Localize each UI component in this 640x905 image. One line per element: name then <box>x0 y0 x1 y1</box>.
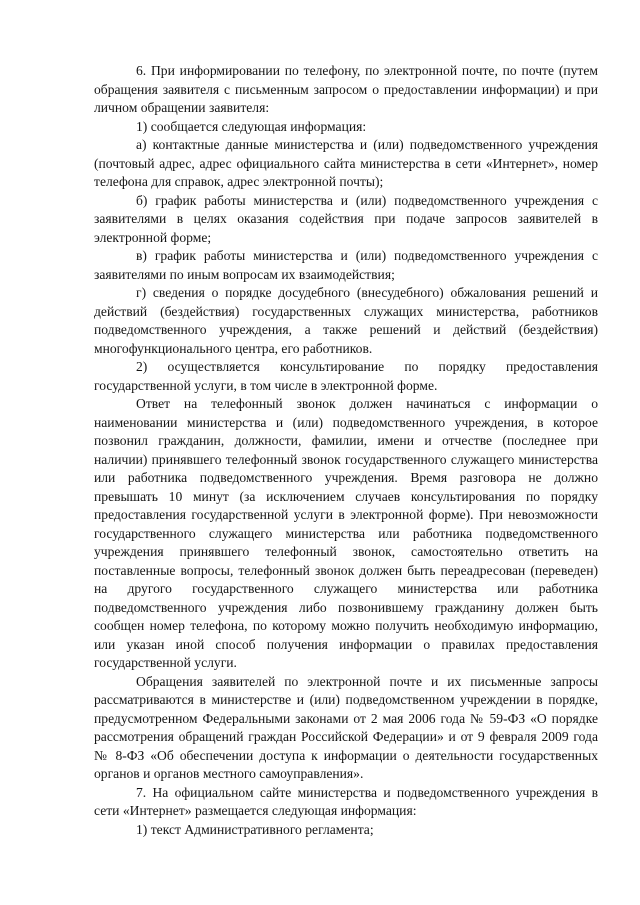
paragraph-email-requests: Обращения заявителей по электронной почте и их письменные запросы рассматриваются в министерстве и (или) подведомственном учреждении в порядке, предусмотренном Федеральными законами от 2 мая 2006 года № 59-ФЗ «О порядке рассмотрения обращений граждан Российской Федерации» и от 9 февраля 2009 года № 8-ФЗ «Об обеспечении доступа к информации о деятельности государственных органов и органов местного самоуправления». <box>94 673 598 781</box>
paragraph-subitem-v: в) график работы министерства и (или) подведомственного учреждения с заявителями по иным вопросам их взаимодействия; <box>94 248 598 282</box>
paragraph-item-7-subitem-1: 1) текст Административного регламента; <box>136 821 374 837</box>
paragraph-subitem-1: 1) сообщается следующая информация: <box>136 118 367 134</box>
paragraph-phone-answer: Ответ на телефонный звонок должен начинаться с информации о наименовании министерства и (или) подведомственного учреждения, в которое позвонил гражданин, должности, фамилии, имени и отчестве (последнее при наличии) принявшего телефонный звонок государственного служащего министерства или работника подведомственного учреждения. Время разговора не должно превышать 10 минут (за исключением случаев консультирования по порядку предоставления государственной услуги в электронной форме). При невозможности государственного служащего министерства или работника подведомственного учреждения принявшего телефонный звонок, самостоятельно ответить на поставленные вопросы, телефонный звонок должен быть переадресован (переведен) на другого государственного служащего министерства или работника подведомственного учреждения либо позвонившему гражданину должен быть сообщен номер телефона, по которому можно получить необходимую информацию, или указан иной способ получения информации о правилах предоставления государственной услуги. <box>94 396 598 670</box>
paragraph-subitem-g: г) сведения о порядке досудебного (внесудебного) обжалования решений и действий (бездействия) государственных служащих министерства, работников подведомственного учреждения, а также решений и действий (бездействия) многофункционального центра, его работников. <box>94 285 598 356</box>
paragraph-item-7-intro: 7. На официальном сайте министерства и подведомственного учреждения в сети «Интернет» размещается следующая информация: <box>94 784 598 818</box>
paragraph-subitem-b: б) график работы министерства и (или) подведомственного учреждения с заявителями в целях оказания содействия при подаче запросов заявителей в электронной форме; <box>94 192 598 245</box>
document-page <box>94 62 598 839</box>
paragraph-subitem-a: а) контактные данные министерства и (или) подведомственного учреждения (почтовый адрес, адрес официального сайта министерства в сети «Интернет», номер телефона для справок, адрес электронной почты); <box>94 137 598 189</box>
paragraph-item-6-intro: 6. При информировании по телефону, по электронной почте, по почте (путем обращения заявителя с письменным запросом о предоставлении информации) и при личном обращении заявителя: <box>94 63 598 115</box>
paragraph-subitem-2: 2) осуществляется консультирование по порядку предоставления государственной услуги, в том числе в электронной форме. <box>94 359 598 393</box>
